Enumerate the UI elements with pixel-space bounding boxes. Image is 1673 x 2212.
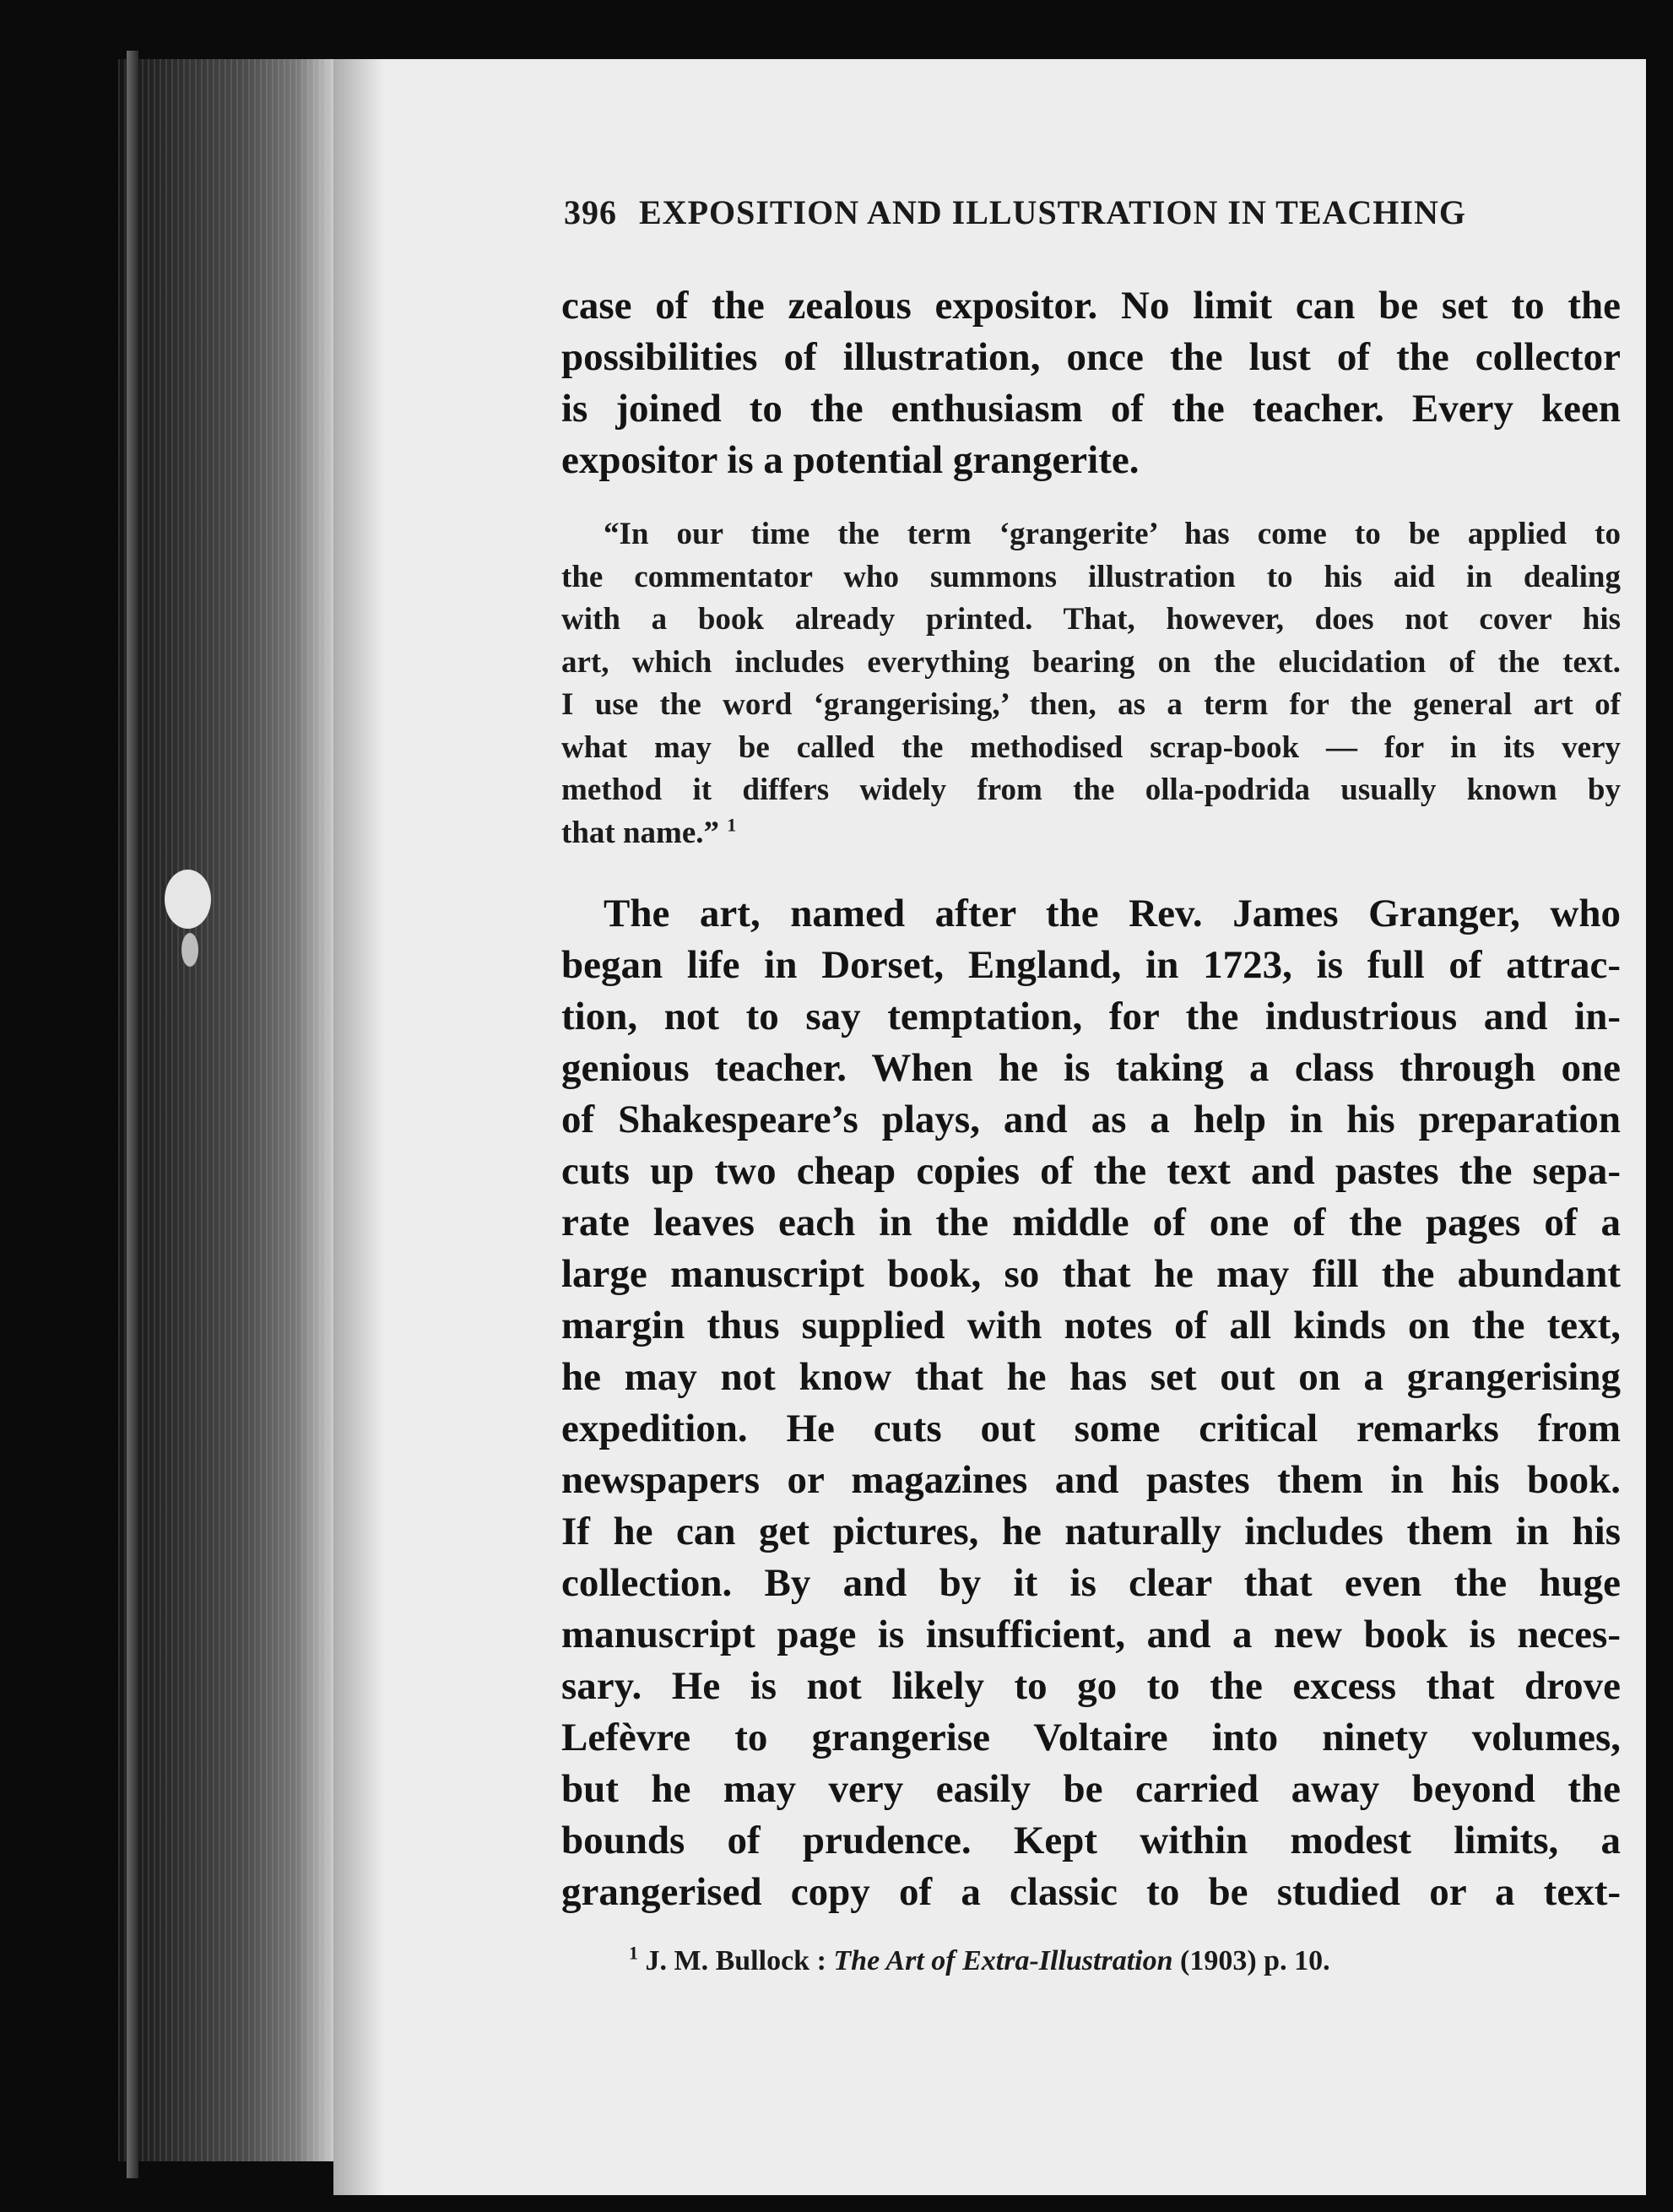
text-line: The art, named after the Rev. James Granger, who <box>604 892 1621 935</box>
text-line: tion, not to say temptation, for the industrious and in- <box>561 995 1621 1038</box>
quote-line-last <box>561 812 1621 855</box>
footnote-marker: 1 <box>629 1942 638 1964</box>
text-line: expositor is a potential grangerite. <box>561 438 1140 482</box>
text-line: rate leaves each in the middle of one of the pages of a <box>561 1201 1621 1244</box>
scan-speck <box>165 870 211 929</box>
quote-line: art, which includes everything bearing on the elucidation of the text. <box>561 644 1621 680</box>
footnote-author: J. M. Bullock <box>645 1945 810 1976</box>
footnote-title: The Art of Extra-Illustration <box>833 1945 1173 1976</box>
text-line: margin thus supplied with notes of all kinds on the text, <box>561 1304 1621 1347</box>
text-line: grangerised copy of a classic to be studied or a text- <box>561 1870 1621 1914</box>
text-line: If he can get pictures, he naturally includes them in his <box>561 1510 1621 1553</box>
quote-line: “In our time the term ‘grangerite’ has come to be applied to <box>604 517 1621 551</box>
text-line: cuts up two cheap copies of the text and pastes the sepa- <box>561 1149 1621 1193</box>
text-line: expedition. He cuts out some critical remarks from <box>561 1407 1621 1450</box>
running-title: EXPOSITION AND ILLUSTRATION IN TEACHING <box>639 193 1466 231</box>
text-line: large manuscript book, so that he may fill the abundant <box>561 1252 1621 1296</box>
text-line: possibilities of illustration, once the lust of the collector <box>561 335 1621 379</box>
running-header <box>564 192 1623 232</box>
block-quotation <box>561 513 1621 854</box>
text-line: began life in Dorset, England, in 1723, is full of attrac- <box>561 943 1621 987</box>
text-line: genious teacher. When he is taking a class through one <box>561 1046 1621 1090</box>
quote-line-text: that name.” <box>561 815 720 850</box>
text-line: bounds of prudence. Kept within modest limits, a <box>561 1819 1621 1862</box>
quote-line: the commentator who summons illustration to his aid in dealing <box>561 559 1621 594</box>
text-line: but he may very easily be carried away beyond the <box>561 1767 1621 1811</box>
book-gutter <box>118 59 346 2161</box>
opening-paragraph <box>561 280 1621 486</box>
text-line: is joined to the enthusiasm of the teacher. Every keen <box>561 387 1621 431</box>
scan-border <box>1646 0 1673 2212</box>
text-line: collection. By and by it is clear that even the huge <box>561 1561 1621 1605</box>
text-line: he may not know that he has set out on a grangerising <box>561 1355 1621 1399</box>
footnote-detail: (1903) p. 10. <box>1180 1945 1330 1976</box>
quote-line: I use the word ‘grangerising,’ then, as a term for the general art of <box>561 687 1621 722</box>
page-number: 396 <box>564 193 617 231</box>
text-line: of Shakespeare’s plays, and as a help in his preparation <box>561 1098 1621 1141</box>
page-curl-shadow <box>333 59 384 2195</box>
text-line: Lefèvre to grangerise Voltaire into ninety volumes, <box>561 1716 1621 1759</box>
text-line: sary. He is not likely to go to the excess that drove <box>561 1664 1621 1708</box>
main-paragraph <box>561 888 1621 1918</box>
footnote-reference: 1 <box>727 814 737 836</box>
text-line: newspapers or magazines and pastes them in his book. <box>561 1458 1621 1502</box>
text-line: manuscript page is insufficient, and a new book is neces- <box>561 1613 1621 1656</box>
quote-line: with a book already printed. That, however, does not cover his <box>561 602 1621 637</box>
quote-line: what may be called the methodised scrap-book — for in its very <box>561 729 1621 765</box>
text-line: case of the zealous expositor. No limit can be set to the <box>561 284 1621 328</box>
footnote: $^1$ J. M. Bullock : The Art of Extra-Illustration (1903) p. 10. <box>629 1942 1330 1976</box>
scan-speck <box>181 933 198 967</box>
quote-line: method it differs widely from the olla-podrida usually known by <box>561 773 1621 807</box>
binding-edge <box>127 51 138 2178</box>
